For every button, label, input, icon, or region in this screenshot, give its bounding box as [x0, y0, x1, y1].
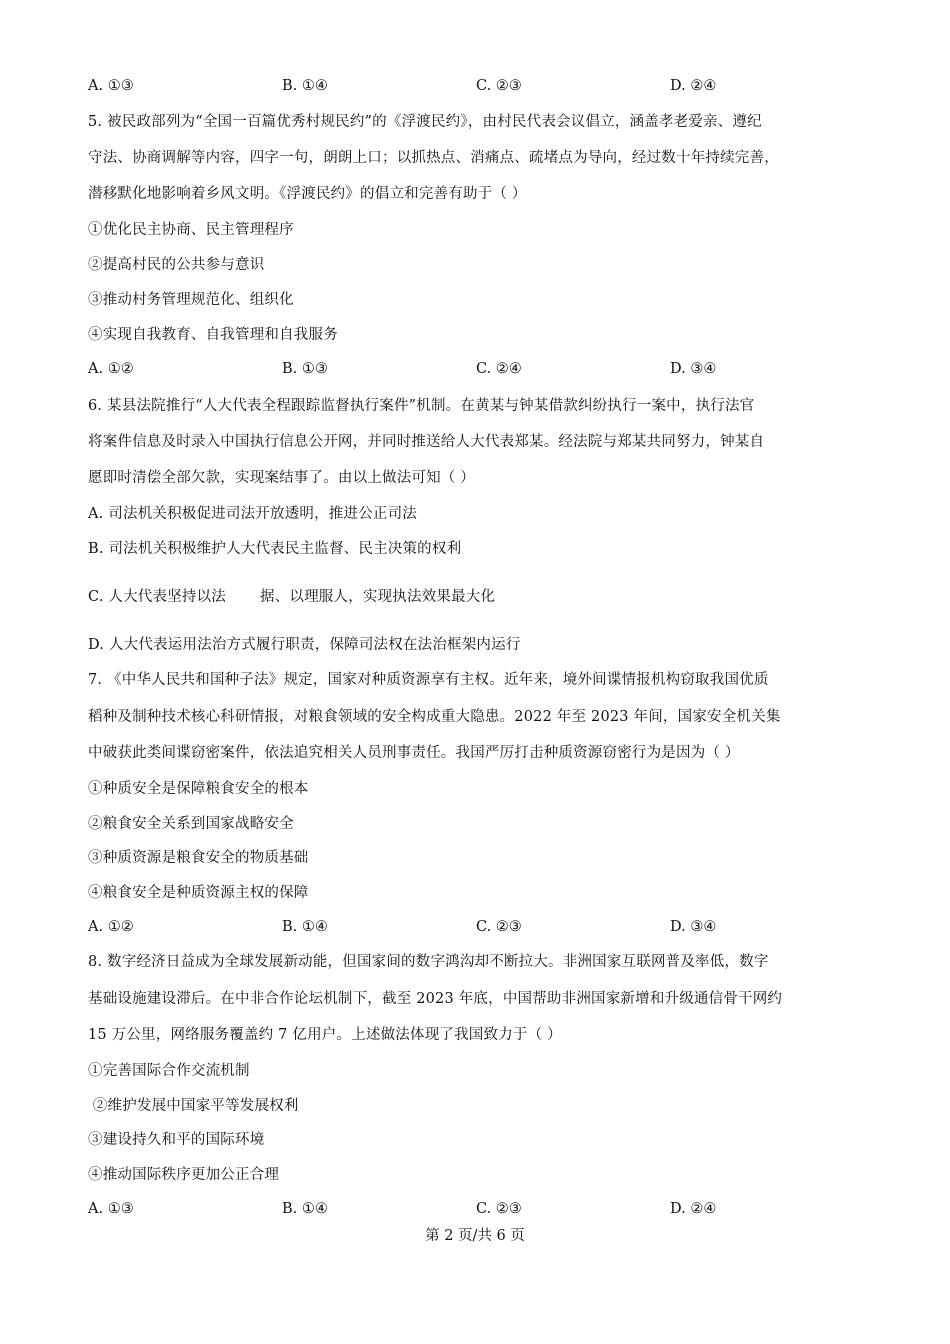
option-c: C. ②③ — [476, 78, 522, 94]
q6-stem-line: 将案件信息及时录入中国执行信息公开网，并同时推送给人大代表郑某。经法院与郑某共同努力，钟某自 — [88, 434, 765, 450]
q8-stem-line: 基础设施建设滞后。在中非合作论坛机制下，截至 2023 年底，中国帮助非洲国家新增和升级通信骨干网约 — [88, 991, 783, 1007]
q5-statement: ②提高村民的公共参与意识 — [88, 257, 265, 273]
q5-statement: ③推动村务管理规范化、组织化 — [88, 292, 294, 308]
q5-stem-line: 潜移默化地影响着乡风文明。《浮渡民约》的倡立和完善有助于（ ） — [88, 186, 527, 202]
option-b: B. ①④ — [282, 919, 328, 935]
q7-stem-line: 7. 《中华人民共和国种子法》规定，国家对种质资源享有主权。近年来，境外间谍情报机构窃取我国优质 — [88, 672, 769, 688]
q5-stem-line: 守法、协商调解等内容，四字一句，朗朗上口；以抓热点、消痛点、疏堵点为导向，经过数十年持续完善， — [88, 150, 779, 166]
q7-statement: ③种质资源是粮食安全的物质基础 — [88, 850, 309, 866]
q5-statement: ①优化民主协商、民主管理程序 — [88, 222, 294, 238]
option-c: C. ②④ — [476, 361, 522, 377]
q5-statement: ④实现自我教育、自我管理和自我服务 — [88, 327, 338, 343]
option-c: C. ②③ — [476, 1201, 522, 1217]
q5-stem-line: 5. 被民政部列为“全国一百篇优秀村规民约”的《浮渡民约》，由村民代表会议倡立，涵盖孝老爱亲、遵纪 — [88, 114, 762, 130]
q8-stem-line: 15 万公里，网络服务覆盖约 7 亿用户。上述做法体现了我国致力于（ ） — [88, 1027, 562, 1043]
option-d: D. ②④ — [670, 78, 717, 94]
q6-option-c — [88, 587, 495, 607]
option-a: A. ①② — [88, 919, 134, 935]
option-b: B. ①④ — [282, 1201, 328, 1217]
q8-stem-line: 8. 数字经济日益成为全球发展新动能，但国家间的数字鸿沟却不断拉大。非洲国家互联网普及率低，数字 — [88, 954, 769, 970]
option-a: A. ①③ — [88, 1201, 134, 1217]
option-b: B. ①③ — [282, 361, 328, 377]
option-a: A. ①② — [88, 361, 134, 377]
q6-option-a: A. 司法机关积极促进司法开放透明，推进公正司法 — [88, 506, 417, 522]
q6-option-c-part2: 据、以理服人，实现执法效果最大化 — [260, 589, 496, 605]
q7-statement: ②粮食安全关系到国家战略安全 — [88, 816, 294, 832]
q6-stem-line: 愿即时清偿全部欠款，实现案结事了。由以上做法可知（ ） — [88, 470, 476, 486]
option-d: D. ③④ — [670, 919, 717, 935]
option-d: D. ②④ — [670, 1201, 717, 1217]
q7-statement: ①种质安全是保障粮食安全的根本 — [88, 781, 309, 797]
page-number-footer: 第 2 页/共 6 页 — [425, 1228, 525, 1244]
q8-statement: ②维护发展中国家平等发展权利 — [88, 1098, 299, 1114]
q7-statement: ④粮食安全是种质资源主权的保障 — [88, 885, 309, 901]
q6-stem-line: 6. 某县法院推行“人大代表全程跟踪监督执行案件”机制。在黄某与钟某借款纠纷执行一案中，执行法官 — [88, 398, 755, 414]
q6-option-b: B. 司法机关积极维护人大代表民主监督、民主决策的权利 — [88, 541, 462, 557]
option-d: D. ③④ — [670, 361, 717, 377]
q7-stem-line: 中破获此类间谍窃密案件，依法追究相关人员刑事责任。我国严厉打击种质资源窃密行为是因为（ ） — [88, 745, 740, 761]
q8-statement: ④推动国际秩序更加公正合理 — [88, 1167, 280, 1183]
option-b: B. ①④ — [282, 78, 328, 94]
option-a: A. ①③ — [88, 78, 134, 94]
option-c: C. ②③ — [476, 919, 522, 935]
q6-option-c-part1: C. 人大代表坚持以法 — [88, 589, 226, 605]
q8-statement: ③建设持久和平的国际环境 — [88, 1132, 265, 1148]
q8-statement: ①完善国际合作交流机制 — [88, 1063, 250, 1079]
q6-option-d: D. 人大代表运用法治方式履行职责，保障司法权在法治框架内运行 — [88, 637, 521, 653]
q7-stem-line: 稻种及制种技术核心科研情报，对粮食领域的安全构成重大隐患。2022 年至 2023 年间，国家安全机关集 — [88, 709, 781, 725]
